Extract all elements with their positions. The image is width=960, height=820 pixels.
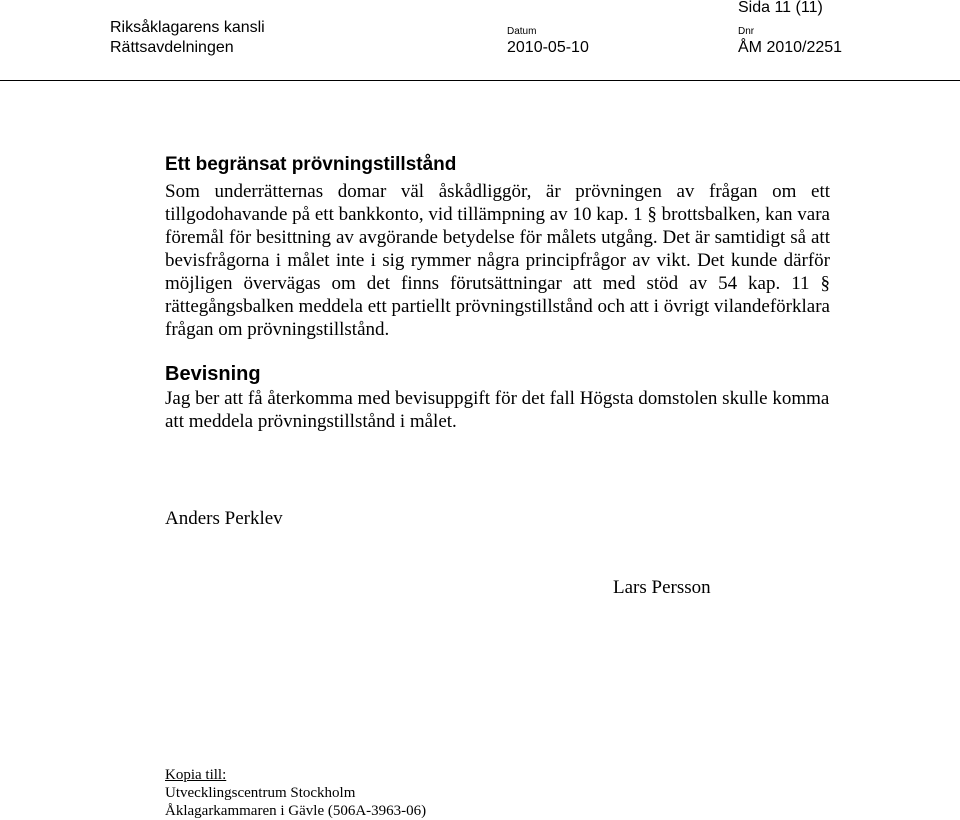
section-heading-limited-leave: Ett begränsat prövningstillstånd xyxy=(165,154,457,175)
date-value: 2010-05-10 xyxy=(507,39,589,56)
organization-name: Riksåklagarens kansli xyxy=(110,19,265,36)
copy-recipient: Åklagarkammaren i Gävle (506A-3963-06) xyxy=(165,803,427,819)
copy-heading: Kopia till: xyxy=(165,767,227,783)
date-label: Datum xyxy=(507,26,537,37)
department-name: Rättsavdelningen xyxy=(110,39,234,56)
page-indicator: Sida 11 (11) xyxy=(738,0,823,16)
section-heading-evidence: Bevisning xyxy=(165,363,261,385)
section-body-evidence: Jag ber att få återkomma med bevisuppgift för det fall Högsta domstolen skulle komma att meddela prövningstillstånd i målet. xyxy=(165,388,830,432)
dnr-value: ÅM 2010/2251 xyxy=(738,39,843,56)
dnr-label: Dnr xyxy=(738,26,755,37)
copy-recipient: Utvecklingscentrum Stockholm xyxy=(165,785,356,801)
signature-second: Lars Persson xyxy=(613,577,711,598)
copy-list xyxy=(165,766,426,820)
section-body-limited-leave: Som underrätternas domar väl åskådliggör, är prövningen av frågan om ett tillgodohavande på ett bankkonto, vid tillämpning av 10 kap. 1 § brottsbalken, kan vara föremål för besittning av avgörande betydelse för målets utgång. Det är samtidigt så att bevisfrågorna i målet inte i sig rymmer några principfrågor av vikt. Det kunde därför möjligen övervägas om det finns förutsättningar att med stöd av 54 kap. 11 § rättegångsbalken meddela ett partiellt prövningstillstånd och att i övrigt vilandeförklara frågan om prövningstillstånd. xyxy=(165,181,830,340)
signature-first: Anders Perklev xyxy=(165,508,283,529)
header-divider xyxy=(0,80,960,81)
